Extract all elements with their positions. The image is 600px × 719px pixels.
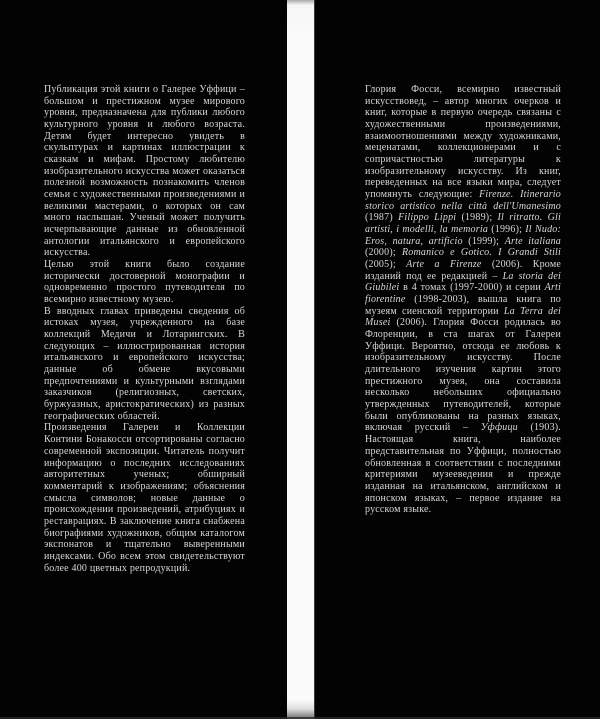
text-run: Глория Фосси, всемирно известный искусствовед, – автор многих очерков и книг, которые в первую очередь связаны с художественными произведениями, взаимоотношениями между художниками, меценатами, коллекционерами и с сопричастностью литературы к изобразительному искусству. Из книг, переведенных на все языки мира, следует упомянуть следующие: [365,84,561,201]
text-run: Целью этой книги было создание исторически достоверной монографии и одновременно простого путеводителя по всемирно известному музею. [44,259,245,306]
book-title-italic: Arti fiorentine [365,282,561,306]
right-page [315,0,600,719]
page-gutter [287,0,315,719]
text-run: в 4 томах (1997-2000) и серии [399,282,545,294]
book-title-italic: Arte a Firenze [406,259,482,271]
text-run: (2006). Глория Фосси родилась во Флоренции, в ста шагах от Галереи Уффици. Вероятно, отсюда ее любовь к изобразительному искусству. После длительного изучения картин этого престижного музея, она составила несколько небольших официально утвержденных путеводителей, которые были опубликованы на разных языках, включая русский – [365,317,561,434]
book-title-italic: Il ritratto. Gli artisti, i modelli, la memoria [365,212,561,236]
book-title-italic: La storia dei Giubilei [365,270,561,294]
left-page-text [44,84,245,574]
text-run: (1903). Настоящая книга, наиболее представительная по Уффици, полностью обновленная в соответствии с последними критериями музееведения и прежде изданная на итальянском, английском и японском языках, – первое издание на русском языке. [365,422,561,516]
text-run: (1998-2003), вышла книга по музеям сиенской территории [365,294,561,317]
paragraph [44,259,245,306]
book-title-italic: La Terra dei Musei [365,305,561,329]
book-title-italic: Уффици [480,422,518,434]
text-run: (1999); [462,235,505,247]
paragraph [365,84,561,516]
text-run: (1987) [365,212,399,224]
text-run: (2006). Кроме изданий под ее редакцией – [365,259,561,282]
text-run: (2000); [365,247,402,259]
text-run: (1989); [456,212,498,224]
paragraph [44,84,245,259]
book-title-italic: Arte italiana [504,235,561,247]
text-run: Публикация этой книги о Галерее Уффици – большом и престижном музее мирового уровня, предназначена для публики любого культурного уровня и любого возраста. Детям будет интересно увидеть в скульптурах и картинах иллюстрации к сказкам и мифам. Простому любителю изобразительного искусства может оказаться полезной возможность познакомить членов семьи с художественными произведениями и великими мастерами, о которых он сам много наслышан. Ученый может получить исчерпывающие данные из обновленной антологии итальянского и европейского искусства. [44,84,245,259]
book-title-italic: Filippo Lippi [398,212,457,224]
paragraph [44,422,245,574]
book-title-italic: Romanico e Gotico. I Grandi Stili [401,247,562,259]
text-run: (2005); [365,259,407,271]
text-run: Произведения Галереи и Коллекции Контини Бонакосси отсортированы согласно современной экспозиции. Читатель получит информацию о последних исследованиях авторитетных ученых; обширный комментарий к изображениям; объяснения смысла символов; новые данные о происхождении произведений, атрибуциях и реставрациях. В заключение книга снабжена биографиями художников, общим каталогом экспонатов и тщательно выверенными индексами. Обо всем этом свидетельствуют более 400 цветных репродукций. [44,422,245,574]
book-title-italic: Il Nudo: Eros, natura, artificio [365,224,561,247]
paragraph [44,306,245,423]
text-run: (1996); [488,224,526,236]
left-page [0,0,287,719]
text-run: В вводных главах приведены сведения об истоках музея, учрежденного на базе коллекций Медичи и Лотарингских. В следующих – иллюстрированная история итальянского и европейского искусства; данные об обмене вкусовыми предпочтениями и культурными взглядами заказчиков (религиозных, светских, буржуазных, аристократических) из разных географических областей. [44,305,245,422]
right-page-text [365,84,561,516]
book-title-italic: Firenze. Itinerario storico artistico nella città dell'Umanesimo [365,189,561,212]
